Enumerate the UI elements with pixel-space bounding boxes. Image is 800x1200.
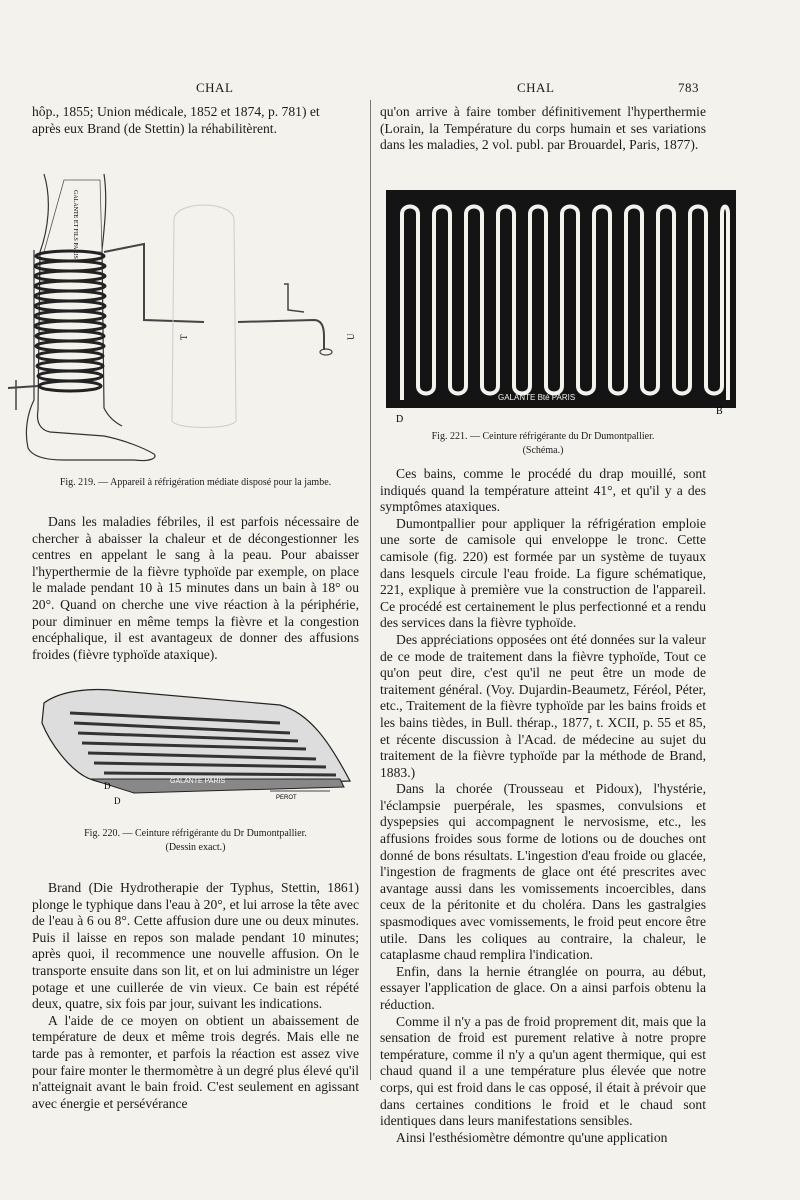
running-header-left: CHAL [196, 80, 234, 95]
fig220-caption-line-2: (Dessin exact.) [165, 842, 226, 853]
cooling-coil [35, 251, 105, 391]
belt-schema [382, 186, 742, 426]
fig219-caption: Fig. 219. — Appareil à réfrigération médiate disposé pour la jambe. [59, 477, 332, 488]
left-intro [32, 104, 359, 137]
left-paragraph-1: Dans les maladies fébriles, il est parfois nécessaire de chercher à abaisser la chaleur et de décongestionner les centres en appelant le sang à la peau. Pour abaisser l'hyperthermie de la fièvre typhoïde par exemple, on place le malade pendant 10 à 15 minutes dans un bain à 18° ou 20°. Quand on cherche une vive réaction à la périphérie, pour diminuer en même temps la fièvre et la congestion encéphalique, il est avantageux de donner des affusions froides (fièvre typhoïde ataxique). [32, 514, 359, 662]
fig221-label-d: D [396, 414, 404, 425]
fig220-caption-line-1: Fig. 220. — Ceinture réfrigérante du Dr Dumontpallier. [84, 828, 307, 839]
running-header-center: CHAL [517, 80, 555, 95]
left-para-2 [32, 880, 359, 1112]
fig220-caption [32, 827, 359, 855]
fig220-perot-label: PEROT [276, 795, 297, 801]
fig221-label-b: B [716, 406, 723, 417]
fig219-label-u: U [346, 333, 356, 340]
column-divider [370, 100, 371, 1080]
right-paragraph-5: Enfin, dans la hernie étranglée on pourra, au début, essayer l'application de glace. On a ainsi parfois obtenu la réduction. [380, 963, 706, 1012]
fig221-caption-line-1: Fig. 221. — Ceinture réfrigérante du Dr Dumontpallier. [431, 431, 655, 442]
fig219-maker-label: GALANTE ET FILS PARIS [72, 190, 78, 259]
right-paragraph-1: Ces bains, comme le procédé du drap mouillé, sont indiqués quand la température atteint 41°, et qu'il y a des symptômes ataxiques. [380, 466, 706, 515]
left-paragraph-3: A l'aide de ce moyen on obtient un abaissement de température de deux et même trois degrés. Mais elle ne tarde pas à remonter, et parfois la réaction est assez vive pour faire monter le thermomètre à un degré plus élevé qu'il n'atteignait avant le bain froid. C'est seulement en agissant avec énergie et persévérance [32, 1012, 359, 1111]
fig220-maker-label: GALANTE PARIS [170, 778, 226, 785]
right-paragraph-3: Des appréciations opposées ont été données sur la valeur de ce mode de traitement dans la fièvre typhoïde, Tout ce qu'on peut dire, c'est qu'il ne peut être un mode de traitement général. (Voy. Dujardin-Beaumetz, Féréol, Péter, etc., Traitement de la fièvre typhoïde par les bains froids et les bains tièdes, in Bull. thérap., 1877, t. XCII, p. 55 et 85, et récente discussion à l'Acad. de médecine au sujet du traitement de la fièvre typhoïde par la méthode de Brand, 1883.) [380, 631, 706, 780]
fig221-maker-label: GALANTE Bté PARIS [498, 393, 576, 402]
left-intro-line-1: hôp., 1855; Union médicale, 1852 et 1874, p. 781) et [32, 104, 320, 119]
leg-refrigeration-illustration [4, 160, 364, 470]
fig221-caption-line-2: (Schéma.) [522, 445, 564, 456]
figure-220 [30, 683, 360, 808]
right-intro-text: qu'on arrive à faire tomber définitivement l'hyperthermie (Lorain, la Température du corps humain et ses variations dans les maladies, 2 vol. publ. par Brouardel, Paris, 1877). [380, 104, 706, 153]
right-paragraph-7: Ainsi l'esthésiomètre démontre qu'une application [396, 1129, 668, 1145]
right-body [380, 466, 706, 1146]
page-number: 783 [678, 80, 699, 95]
left-para-1 [32, 514, 359, 663]
belt-drawing [30, 683, 360, 808]
fig220-label-d: D [104, 781, 111, 791]
figure-219 [4, 160, 364, 470]
left-intro-line-2: après eux Brand (de Stettin) la réhabilitèrent. [32, 120, 277, 136]
fig221-caption [380, 430, 706, 458]
right-paragraph-2: Dumontpallier pour appliquer la réfrigération emploie une sorte de camisole qui enveloppe le tronc. Cette camisole (fig. 220) est formée par un système de tuyaux dans lesquels circule l'eau froide. La figure schématique, 221, explique à première vue la construction de l'appareil. Ce procédé est certainement le plus perfectionné et a rendu des services dans la fièvre typhoïde. [380, 515, 706, 631]
right-intro [380, 104, 706, 154]
right-paragraph-6: Comme il n'y a pas de froid proprement dit, mais que la sensation de froid est purement relative à notre propre température, comme il n'y a qu'un agent thermique, qui est chaud quand il a une température plus élevée que notre corps, qui est froid dans le cas opposé, il était à prévoir que dans certaines conditions le froid et le chaud sont identiques dans leurs manifestations sensibles. [380, 1013, 706, 1129]
right-paragraph-4: Dans la chorée (Trousseau et Pidoux), l'hystérie, l'éclampsie puerpérale, les spasmes, convulsions et dyspepsies qui accompagnent le nervosisme, etc., les affusions froides sous forme de lotions ou de douches ont donné de bons résultats. L'ingestion d'eau froide ou glacée, l'ingestion de fragments de glace ont été prescrites avec avantage aussi dans les vomissements incoercibles, dans ceux de la péritonite et du choléra. Dans les gastralgies spasmodiques avec vomissements, le froid peut encore être utile. Dans les coliques au contraire, la chaleur, le cataplasme chaud remplira l'indication. [380, 781, 706, 963]
figure-221 [382, 186, 742, 426]
fig219-label-t: T [179, 334, 189, 340]
left-paragraph-2: Brand (Die Hydrotherapie der Typhus, Stettin, 1861) plonge le typhique dans l'eau à 20°, et lui arrose la tête avec de l'eau à 6 ou 8°. Cette affusion dure une ou deux minutes. Puis il laisse en repos son malade pendant 10 minutes; après quoi, il recommence une nouvelle affusion. On le transporte ensuite dans son lit, et on lui administre un léger potage et une cuillerée de vin vieux. Ce bain est répété deux, quatre, six fois par jour, suivant les indications. [32, 880, 359, 1012]
fig220-label-b: D [114, 796, 121, 806]
